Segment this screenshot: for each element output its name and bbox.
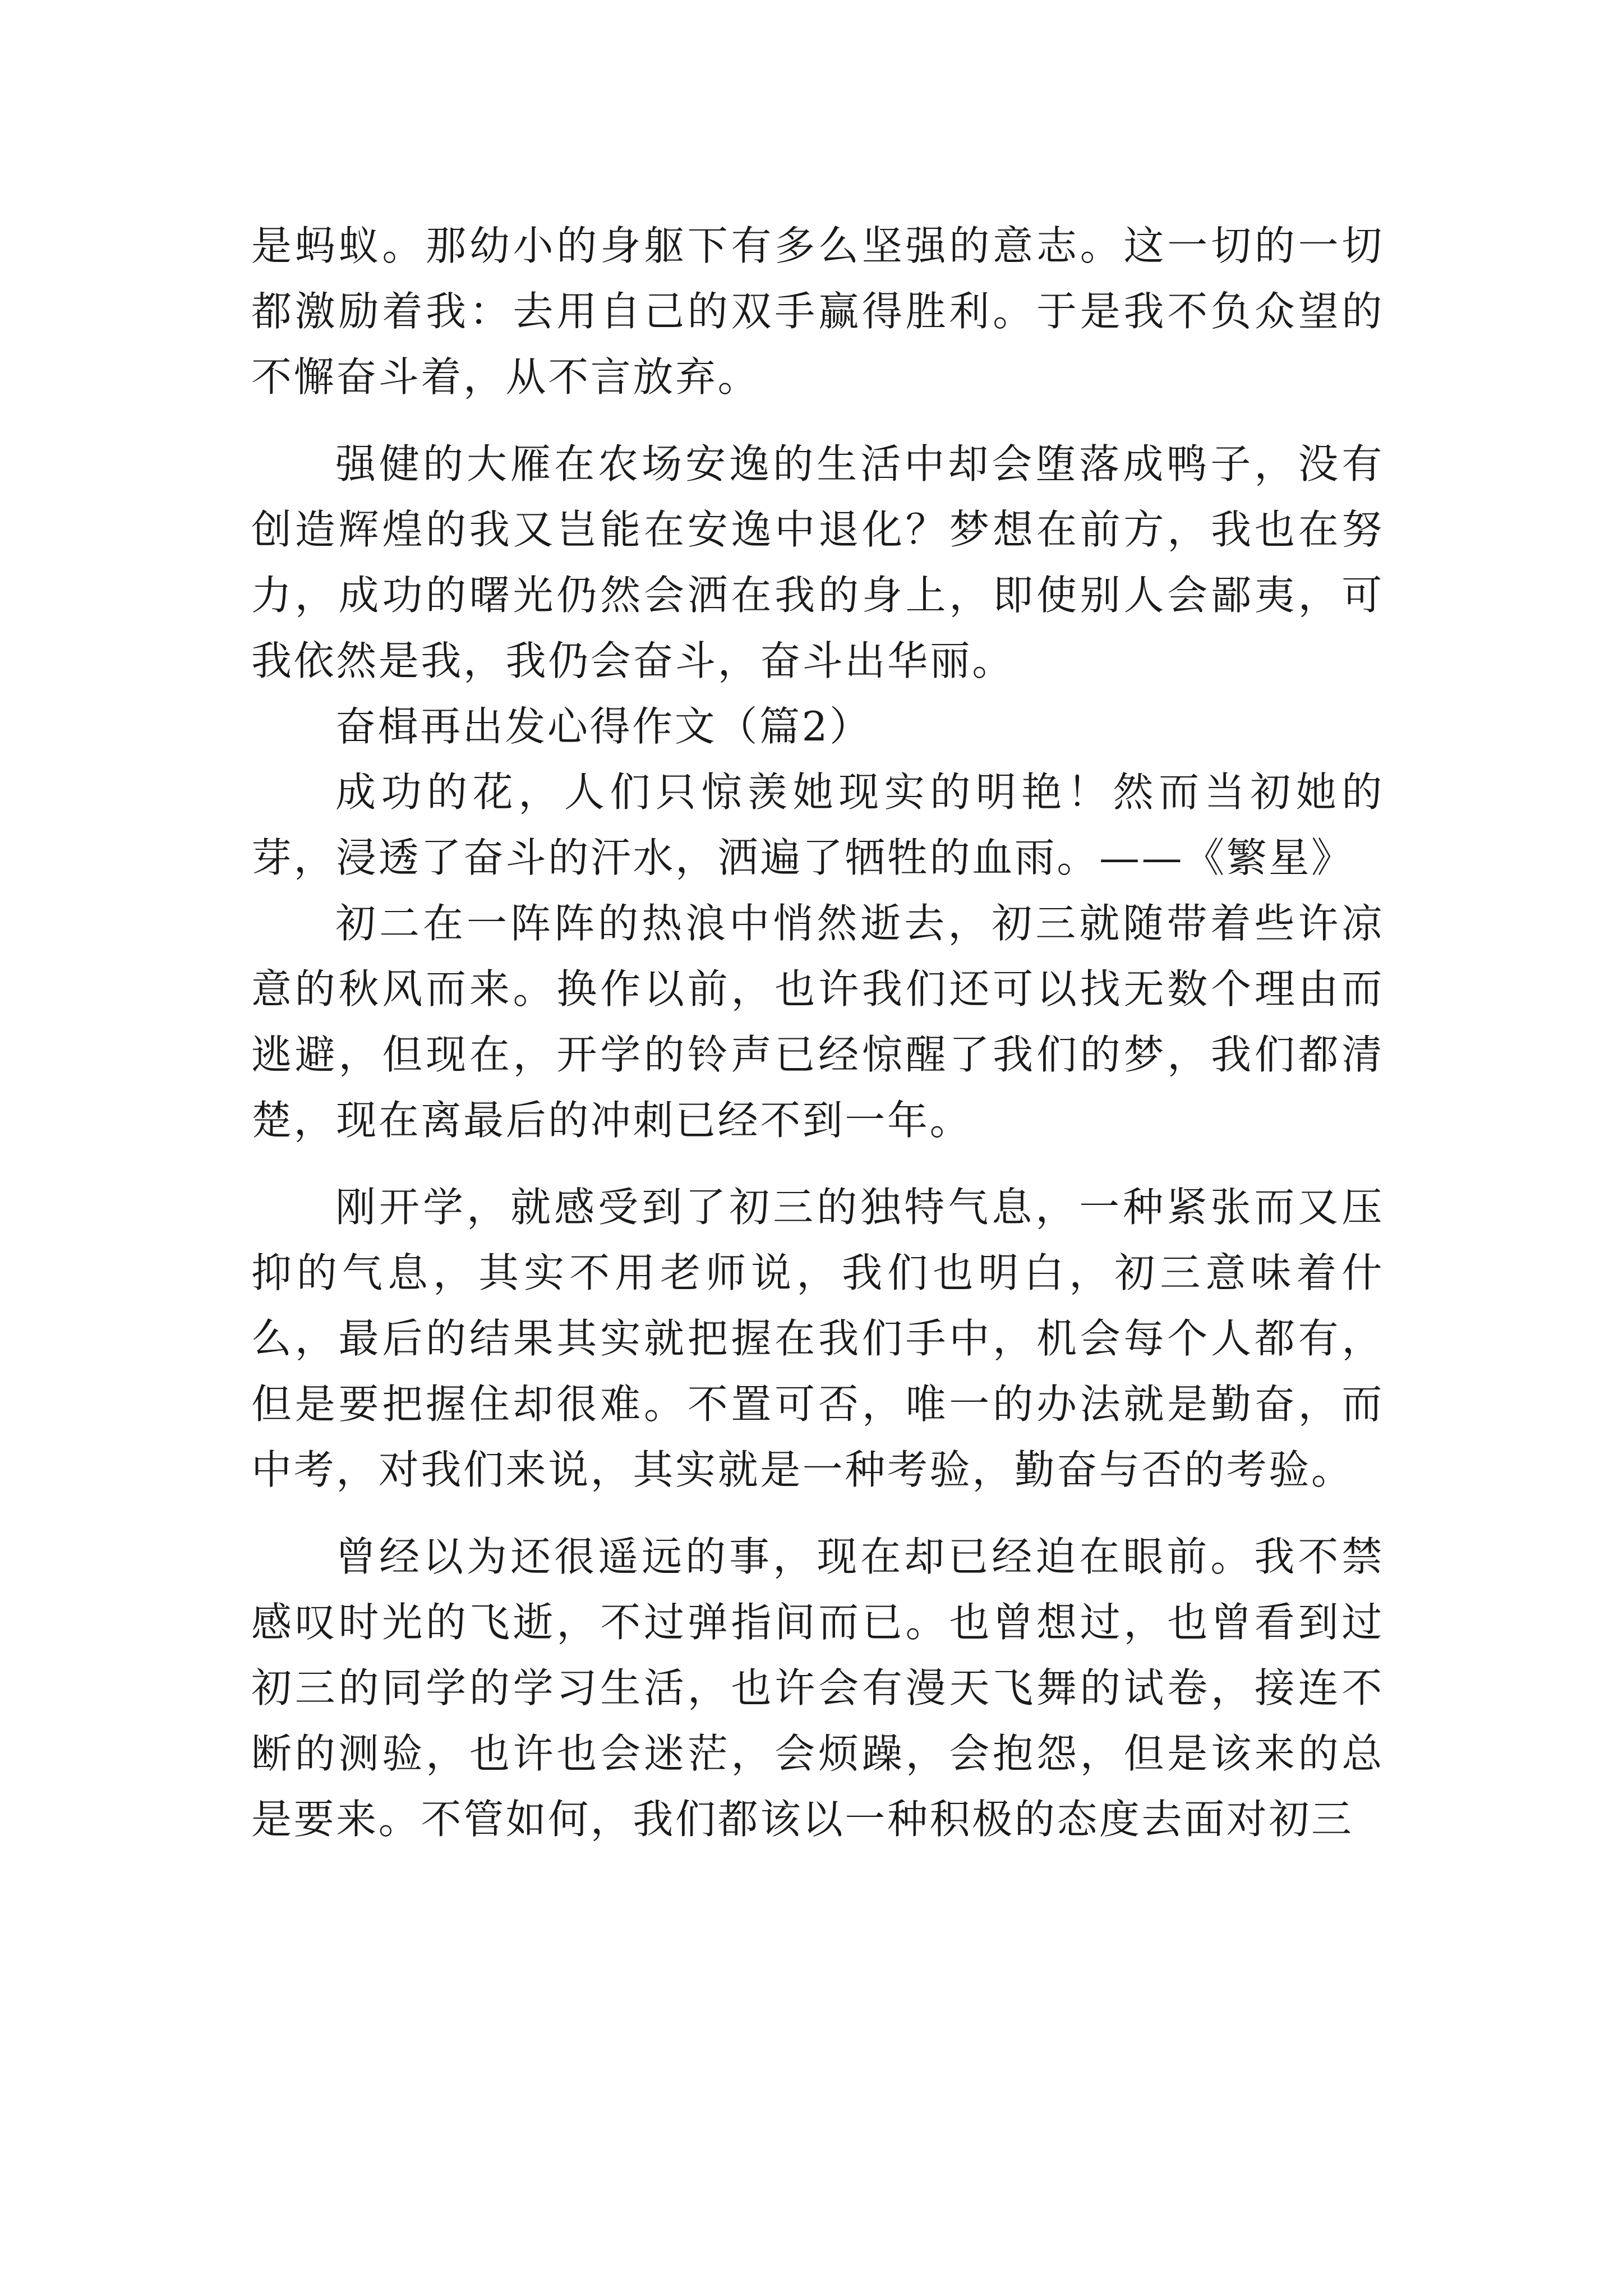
document-body	[251, 213, 1384, 1852]
paragraph-school-start: 刚开学，就感受到了初三的独特气息，一种紧张而又压抑的气息，其实不用老师说，我们也明白，初三意味着什么，最后的结果其实就把握在我们手中，机会每个人都有，但是要把握住却很难。不置可否，唯一的办法就是勤奋，而中考，对我们来说，其实就是一种考验，勤奋与否的考验。	[251, 1184, 1384, 1493]
epigraph-quote: 成功的花，人们只惊羡她现实的明艳！然而当初她的芽，浸透了奋斗的汗水，洒遍了牺牲的血雨。——《繁星》	[251, 769, 1384, 881]
paragraph-continuation: 是蚂蚁。那幼小的身躯下有多么坚强的意志。这一切的一切都激励着我：去用自己的双手赢得胜利。于是我不负众望的不懈奋斗着，从不言放弃。	[251, 222, 1384, 401]
paragraph-wild-goose: 强健的大雁在农场安逸的生活中却会堕落成鸭子，没有创造辉煌的我又岂能在安逸中退化？梦想在前方，我也在努力，成功的曙光仍然会洒在我的身上，即使别人会鄙夷，可我依然是我，我仍会奋斗，奋斗出华丽。	[251, 440, 1384, 684]
section-heading: 奋楫再出发心得作文（篇2）	[335, 703, 872, 750]
paragraph-time-flies: 曾经以为还很遥远的事，现在却已经迫在眼前。我不禁感叹时光的飞逝，不过弹指间而已。也曾想过，也曾看到过初三的同学的学习生活，也许会有漫天飞舞的试卷，接连不断的测验，也许也会迷茫，会烦躁，会抱怨，但是该来的总是要来。不管如何，我们都该以一种积极的态度去面对初三	[251, 1533, 1384, 1843]
paragraph-grade-three-arrives: 初二在一阵阵的热浪中悄然逝去，初三就随带着些许凉意的秋风而来。换作以前，也许我们还可以找无数个理由而逃避，但现在，开学的铃声已经惊醒了我们的梦，我们都清楚，现在离最后的冲刺已经不到一年。	[251, 900, 1384, 1144]
